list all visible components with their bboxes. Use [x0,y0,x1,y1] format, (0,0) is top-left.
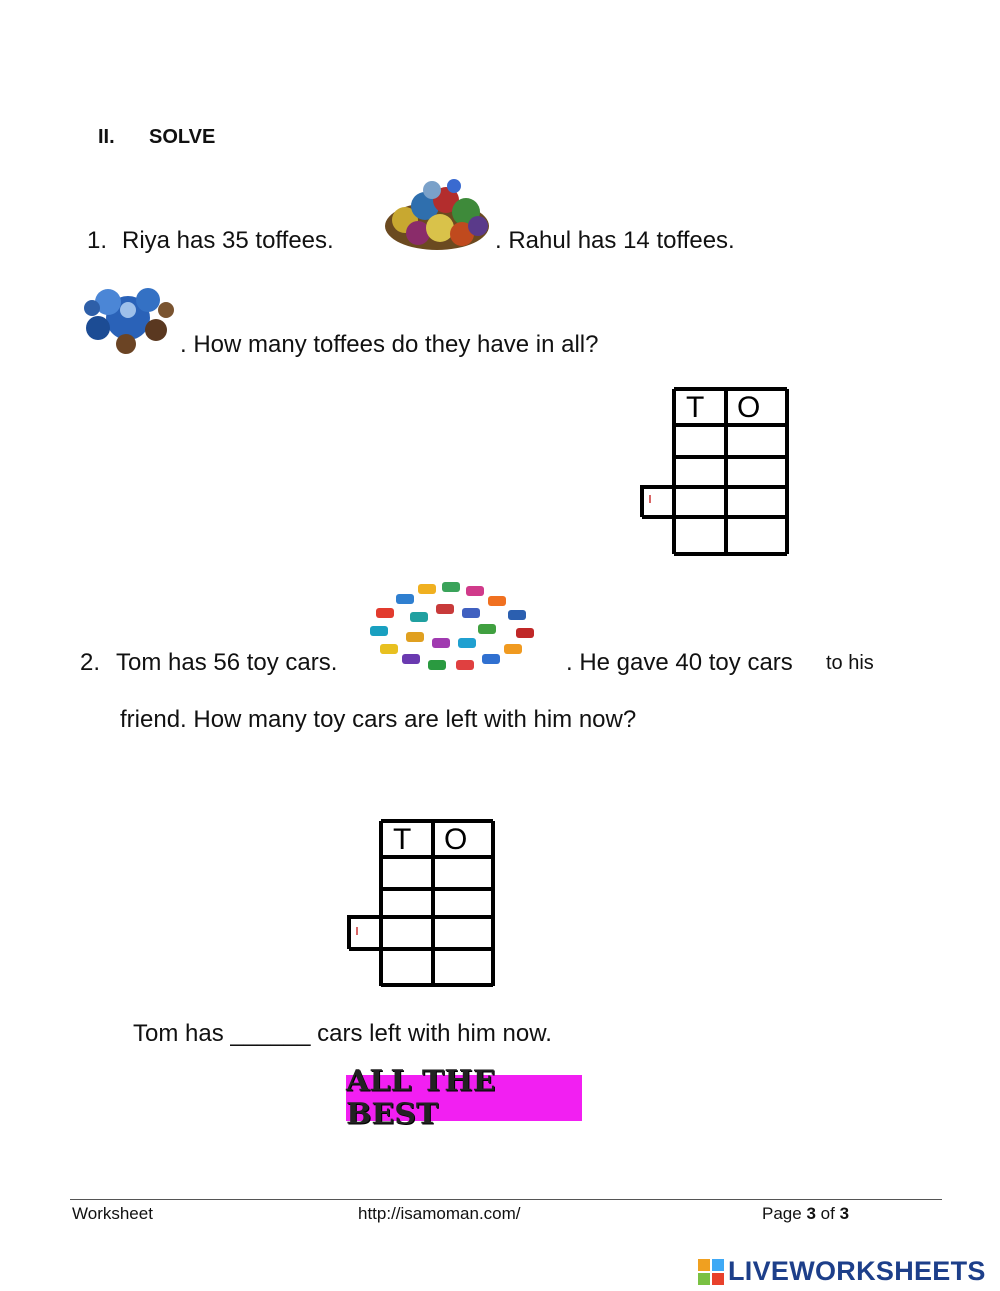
q1-line2: . How many toffees do they have in all? [180,331,599,358]
q2-line2: friend. How many toy cars are left with him now? [120,706,637,733]
grid2-ones-label: O [444,823,468,856]
grid1-tens-label: T [686,391,705,424]
footer-divider [70,1199,942,1200]
liveworksheets-logo [698,1256,986,1287]
logo-tiles-icon [698,1259,724,1285]
place-value-grid-2 [347,819,497,994]
brand-text: LIVEWORKSHEETS [728,1256,986,1286]
page-of: of [820,1204,835,1223]
place-value-grid-1 [640,387,790,562]
q1-number: 1. [87,227,108,254]
page-total: 3 [839,1204,850,1223]
q2-line1-c: to his [826,652,874,674]
answer-line: Tom has ______ cars left with him now. [133,1020,552,1047]
all-the-best-banner [346,1064,582,1132]
q2-number: 2. [80,649,101,676]
toffee-pile-icon [380,178,495,257]
page-prefix: Page [762,1204,802,1223]
section-title: SOLVE [149,126,216,148]
section-numeral: II. [98,126,115,148]
footer-page [762,1204,849,1224]
q2-line1-b: . He gave 40 toy cars [566,649,793,676]
q1-line1-a: Riya has 35 toffees. [122,227,334,254]
grid2-tens-label: T [393,823,412,856]
footer-url: http://isamoman.com/ [358,1204,521,1223]
banner-text: ALL THE BEST [346,1064,496,1132]
blue-toffee-icon [78,280,178,360]
q2-line1-a: Tom has 56 toy cars. [116,649,338,676]
page-current: 3 [806,1204,816,1223]
toy-cars-icon [366,578,538,679]
q1-line1-b: . Rahul has 14 toffees. [495,227,735,254]
footer-left: Worksheet [72,1204,153,1223]
grid1-ones-label: O [737,391,761,424]
